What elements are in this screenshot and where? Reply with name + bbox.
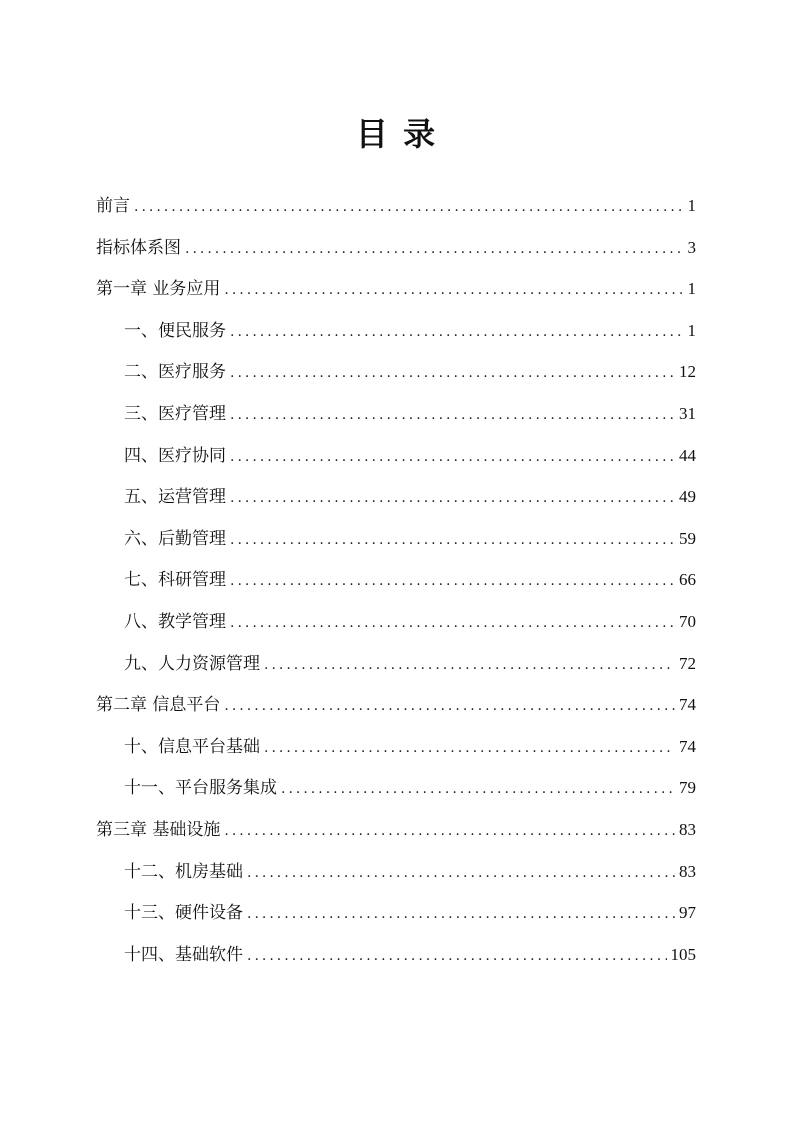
toc-entry-section-6[interactable]	[96, 518, 696, 560]
toc-entry-page: 1	[687, 320, 696, 340]
toc-entry-page: 12	[679, 362, 696, 382]
toc-leader-dots	[230, 395, 675, 437]
toc-leader-dots	[230, 437, 675, 479]
toc-entry-section-11[interactable]	[96, 767, 696, 809]
toc-entry-label: 二、医疗服务	[124, 362, 226, 383]
toc-entry-label: 第一章 业务应用	[96, 279, 221, 300]
table-of-contents	[96, 185, 696, 975]
toc-entry-label: 第二章 信息平台	[96, 695, 221, 716]
toc-entry-label: 六、后勤管理	[124, 528, 226, 549]
toc-entry-section-7[interactable]	[96, 559, 696, 601]
toc-leader-dots	[224, 270, 683, 312]
toc-leader-dots	[281, 769, 675, 811]
toc-leader-dots	[264, 645, 675, 687]
toc-entry-page: 59	[679, 528, 696, 548]
toc-entry-section-4[interactable]	[96, 435, 696, 477]
toc-entry-label: 九、人力资源管理	[124, 653, 260, 674]
toc-entry-label: 指标体系图	[96, 237, 181, 258]
toc-entry-preface[interactable]	[96, 185, 696, 227]
toc-entry-section-9[interactable]	[96, 643, 696, 685]
toc-entry-page: 83	[679, 819, 696, 839]
toc-leader-dots	[134, 187, 684, 229]
toc-entry-section-1[interactable]	[96, 310, 696, 352]
toc-entry-label: 三、医疗管理	[124, 403, 226, 424]
toc-entry-page: 79	[679, 778, 696, 798]
toc-leader-dots	[230, 478, 675, 520]
toc-entry-page: 31	[679, 403, 696, 423]
toc-leader-dots	[230, 353, 675, 395]
toc-leader-dots	[185, 229, 684, 271]
toc-entry-page: 1	[687, 196, 696, 215]
toc-entry-chapter-2[interactable]	[96, 684, 696, 726]
toc-entry-page: 1	[687, 279, 696, 299]
toc-entry-label: 十二、机房基础	[124, 861, 243, 882]
toc-entry-label: 四、医疗协同	[124, 445, 226, 466]
toc-leader-dots	[247, 853, 675, 895]
toc-entry-label: 前言	[96, 196, 130, 216]
toc-entry-page: 74	[679, 695, 696, 715]
toc-entry-section-13[interactable]	[96, 892, 696, 934]
toc-entry-section-8[interactable]	[96, 601, 696, 643]
toc-entry-label: 十三、硬件设备	[124, 903, 243, 924]
toc-entry-page: 97	[679, 903, 696, 923]
toc-entry-indicator-system[interactable]	[96, 227, 696, 269]
toc-entry-label: 七、科研管理	[124, 570, 226, 591]
toc-entry-page: 70	[679, 611, 696, 631]
toc-entry-page: 83	[679, 861, 696, 881]
toc-entry-label: 五、运营管理	[124, 487, 226, 508]
page-title: 目 录	[355, 115, 438, 153]
toc-entry-page: 3	[687, 237, 696, 257]
toc-entry-section-2[interactable]	[96, 351, 696, 393]
toc-entry-label: 一、便民服务	[124, 320, 226, 341]
toc-entry-page: 72	[679, 653, 696, 673]
toc-leader-dots	[230, 520, 675, 562]
toc-leader-dots	[230, 561, 675, 603]
toc-entry-page: 66	[679, 570, 696, 590]
toc-entry-section-5[interactable]	[96, 476, 696, 518]
toc-leader-dots	[230, 312, 684, 354]
toc-entry-section-3[interactable]	[96, 393, 696, 435]
toc-leader-dots	[224, 686, 675, 728]
toc-entry-label: 十四、基础软件	[124, 944, 243, 965]
toc-entry-chapter-1[interactable]	[96, 268, 696, 310]
toc-entry-section-12[interactable]	[96, 851, 696, 893]
toc-entry-label: 十一、平台服务集成	[124, 778, 277, 799]
toc-entry-page: 105	[670, 944, 696, 964]
toc-entry-page: 74	[679, 736, 696, 756]
toc-entry-label: 第三章 基础设施	[96, 819, 221, 840]
toc-entry-page: 49	[679, 487, 696, 507]
toc-entry-section-14[interactable]	[96, 934, 696, 976]
toc-leader-dots	[247, 894, 675, 936]
toc-leader-dots	[224, 811, 675, 853]
toc-leader-dots	[247, 936, 667, 978]
toc-entry-page: 44	[679, 445, 696, 465]
toc-entry-label: 十、信息平台基础	[124, 736, 260, 757]
toc-entry-section-10[interactable]	[96, 726, 696, 768]
toc-leader-dots	[264, 728, 675, 770]
toc-leader-dots	[230, 603, 675, 645]
toc-entry-label: 八、教学管理	[124, 611, 226, 632]
toc-entry-chapter-3[interactable]	[96, 809, 696, 851]
